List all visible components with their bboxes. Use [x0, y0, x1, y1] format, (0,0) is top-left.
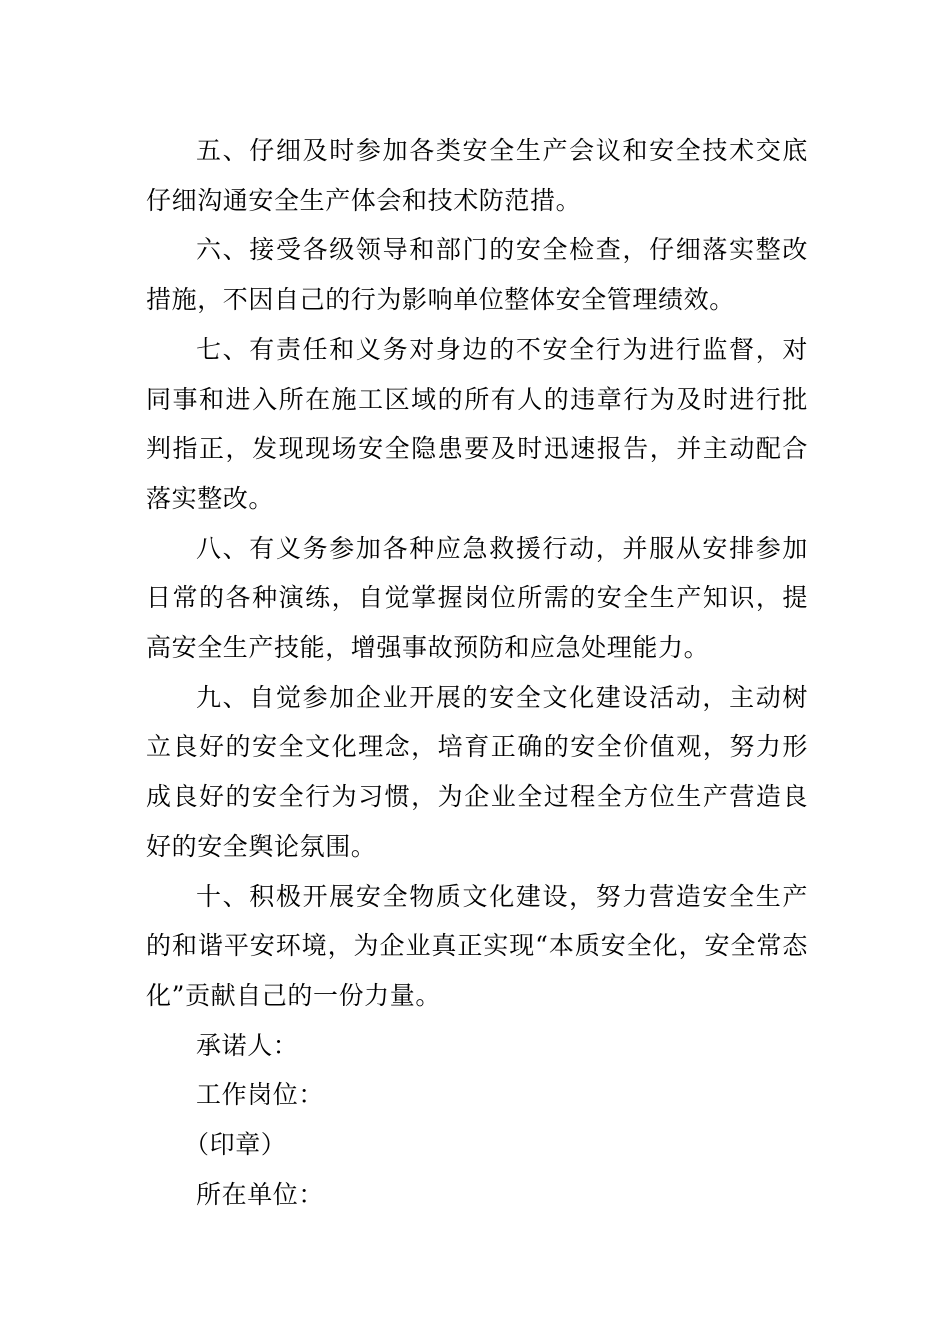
- signature-block: [146, 1021, 808, 1220]
- clause-7: 七、有责任和义务对身边的不安全行为进行监督，对同事和进入所在施工区域的所有人的违章行为及时进行批判指正，发现现场安全隐患要及时迅速报告，并主动配合落实整改。: [146, 334, 808, 513]
- promiser-label: 承诺人：: [196, 1030, 299, 1060]
- unit-label: 所在单位：: [196, 1179, 325, 1209]
- document-page: [146, 126, 808, 1219]
- clause-5: 五、仔细及时参加各类安全生产会议和安全技术交底仔细沟通安全生产体会和技术防范措。: [146, 136, 808, 215]
- clause-8: 八、有义务参加各种应急救援行动，并服从安排参加日常的各种演练，自觉掌握岗位所需的安全生产知识，提高安全生产技能，增强事故预防和应急处理能力。: [146, 533, 808, 663]
- position-label: 工作岗位：: [196, 1080, 325, 1110]
- clause-6: 六、接受各级领导和部门的安全检查，仔细落实整改措施，不因自己的行为影响单位整体安全管理绩效。: [146, 235, 808, 315]
- clause-9: 九、自觉参加企业开展的安全文化建设活动，主动树立良好的安全文化理念，培育正确的安全价值观，努力形成良好的安全行为习惯，为企业全过程全方位生产营造良好的安全舆论氛围。: [146, 682, 808, 861]
- clause-10: 十、积极开展安全物质文化建设，努力营造安全生产的和谐平安环境，为企业真正实现“本质安全化，安全常态化”贡献自己的一份力量。: [146, 881, 808, 1010]
- seal-label: （印章）: [184, 1130, 287, 1160]
